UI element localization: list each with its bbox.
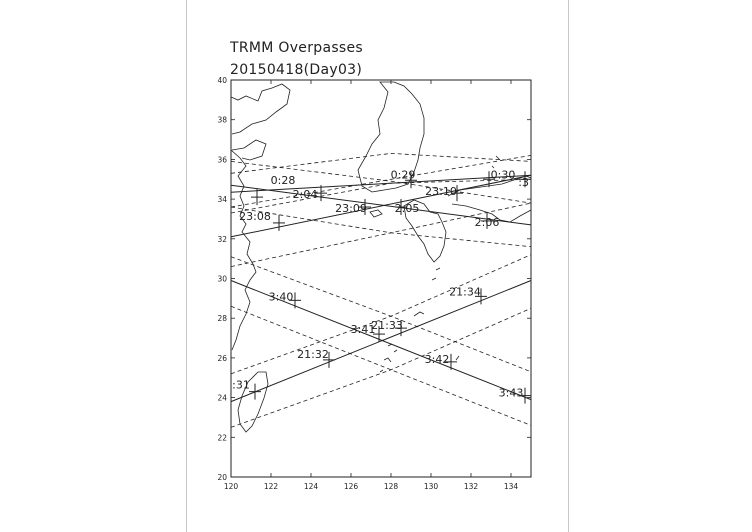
time-label: 3:40	[268, 290, 294, 304]
time-label: 0:30	[490, 168, 516, 182]
x-tick-label: 134	[503, 482, 519, 491]
y-tick-label: 38	[217, 115, 227, 125]
y-tick-label: 20	[217, 473, 227, 482]
time-label: 21:34	[449, 285, 481, 299]
time-label: 2:05	[394, 202, 420, 216]
time-label: 23:10	[425, 185, 457, 199]
pass-0342-swath-edge-a	[231, 257, 531, 372]
y-tick-label: 34	[217, 195, 227, 205]
y-tick-label: 30	[217, 274, 227, 284]
time-label: 2:04	[292, 188, 318, 202]
y-tick-label: 28	[217, 314, 227, 324]
x-tick-label: 124	[303, 482, 319, 491]
time-label: 3:43	[498, 386, 524, 400]
pass-2133-swath-edge-a	[231, 255, 531, 374]
time-label: :3	[518, 176, 529, 190]
y-tick-label: 40	[217, 76, 227, 85]
x-tick-label: 126	[343, 482, 359, 491]
x-tick-label: 130	[423, 482, 439, 491]
time-label: 0:29	[390, 168, 416, 182]
x-tick-label: 120	[223, 482, 239, 491]
y-tick-label: 36	[217, 155, 227, 165]
plot-frame	[231, 80, 531, 477]
map-date: 20150418(Day03)	[230, 62, 363, 78]
time-label: 3:41	[350, 323, 376, 337]
time-label: 2:06	[474, 215, 500, 229]
time-label: 23:09	[335, 202, 367, 216]
time-marks-layer	[232, 168, 531, 403]
x-tick-label: 132	[463, 482, 479, 491]
y-tick-label: 22	[217, 433, 227, 443]
jeju-island	[370, 210, 382, 217]
time-label: 21:32	[297, 347, 329, 361]
coastline-layer	[231, 82, 531, 432]
y-tick-label: 24	[217, 393, 227, 403]
time-label: 23:08	[239, 209, 271, 223]
x-tick-label: 122	[263, 482, 279, 491]
time-label: 0:28	[270, 174, 296, 188]
y-tick-label: 32	[217, 234, 227, 244]
pass-0030-swath-edge-b	[231, 153, 531, 173]
x-tick-label: 128	[383, 482, 399, 491]
y-tick-label: 26	[217, 353, 227, 363]
axis-ticks	[217, 76, 531, 491]
track-layer	[231, 175, 531, 401]
time-label: :31	[232, 378, 250, 392]
time-label: 3:42	[424, 352, 450, 366]
coastline-shandong	[232, 140, 266, 160]
time-label: 21:33	[371, 319, 403, 333]
map-title: TRMM Overpasses	[230, 40, 364, 56]
